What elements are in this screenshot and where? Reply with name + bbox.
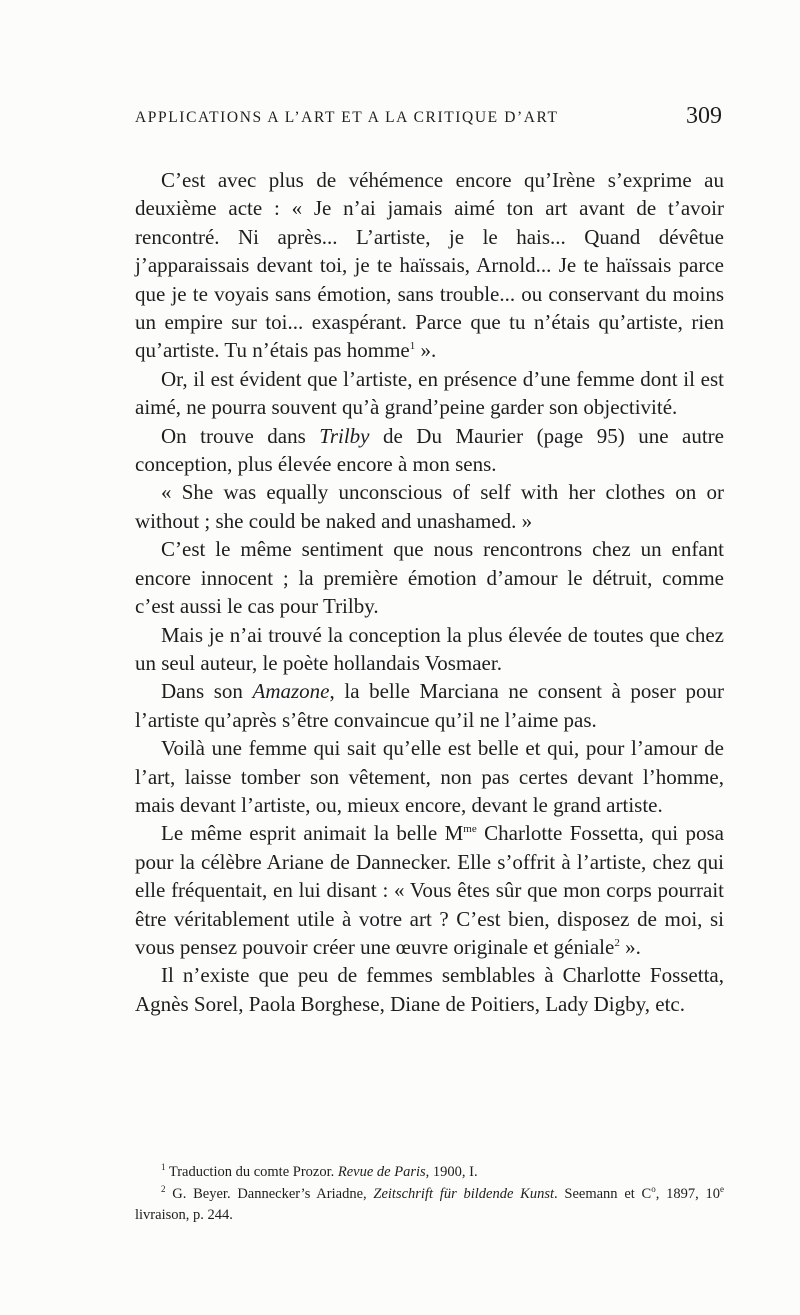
footnote-ref: 1 xyxy=(409,340,416,353)
footnotes xyxy=(135,1162,724,1227)
paragraph: C’est le même sentiment que nous rencontrons chez un enfant encore innocent ; la première émotion d’amour le détruit, comme c’est aussi le cas pour Trilby. xyxy=(135,537,724,619)
body-text xyxy=(135,166,724,1018)
book-title: Amazone xyxy=(252,679,330,704)
footnote: $^2$ G. Beyer. Dannecker’s Ariadne, Zeitschrift für bildende Kunst. Seemann et $C^o$, 1897, 10e livraison, p. 244. xyxy=(135,1183,725,1223)
paragraph: On trouve dans Trilby de Du Maurier (page 95) une autre conception, plus élevée encore à mon sens. xyxy=(135,423,724,477)
footnote: $^1$ Traduction du comte Prozor. Revue de Paris, 1900, I. xyxy=(161,1162,478,1180)
paragraph: Dans son Amazone, la belle Marciana ne consent à poser pour l’artiste qu’après s’être convaincue qu’il ne l’aime pas. xyxy=(135,679,724,732)
paragraph: C’est avec plus de véhémence encore qu’Irène s’exprime au deuxième acte : « Je n’ai jamais aimé ton art avant de t’avoir rencontré. Ni après... L’artiste, je le hais... Quand dévêtue j’apparaissais devant toi, je te haïssais, Arnold... Je te haïssais parce que je te voyais sans émotion, sans trouble... ou conservant du moins un empire sur toi... exaspérant. Parce que tu n’étais qu’artiste, rien qu’artiste. Tu n’étais pas homme$^1$ ». xyxy=(135,168,724,363)
page-number: 309 xyxy=(686,103,722,129)
footnote-ref: 2 xyxy=(614,936,620,949)
quotation: « She was equally unconscious of self with her clothes on or without ; she could be naked and unashamed. » xyxy=(135,480,724,533)
paragraph: Voilà une femme qui sait qu’elle est belle et qui, pour l’amour de l’art, laisse tomber son vêtement, non pas certes devant l’homme, mais devant l’artiste, ou, mieux encore, devant le grand artiste. xyxy=(135,736,724,817)
paragraph: Or, il est évident que l’artiste, en présence d’une femme dont il est aimé, ne pourra souvent qu’à grand’peine garder son objectivité. xyxy=(135,366,724,420)
running-title: APPLICATIONS A L’ART ET A LA CRITIQUE D’ART xyxy=(135,109,559,126)
paragraph: Le même esprit animait la belle $M^{me}$ Charlotte Fossetta, qui posa pour la célèbre Ariane de Dannecker. Elle s’offrit à l’artiste, chez qui elle fréquentait, en lui disant : « Vous êtes sûr que mon corps pourrait être véritablement utile à votre art ? C’est bien, disposez de moi, si vous pensez pouvoir créer une œuvre originale et géniale$^2$ ». xyxy=(135,821,725,959)
paragraph: Il n’existe que peu de femmes semblables à Charlotte Fossetta, Agnès Sorel, Paola Borghese, Diane de Poitiers, Lady Digby, etc. xyxy=(135,963,724,1016)
running-head xyxy=(135,103,725,133)
book-title: Trilby xyxy=(319,423,370,448)
paragraph: Mais je n’ai trouvé la conception la plus élevée de toutes que chez un seul auteur, le poète hollandais Vosmaer. xyxy=(135,622,724,675)
